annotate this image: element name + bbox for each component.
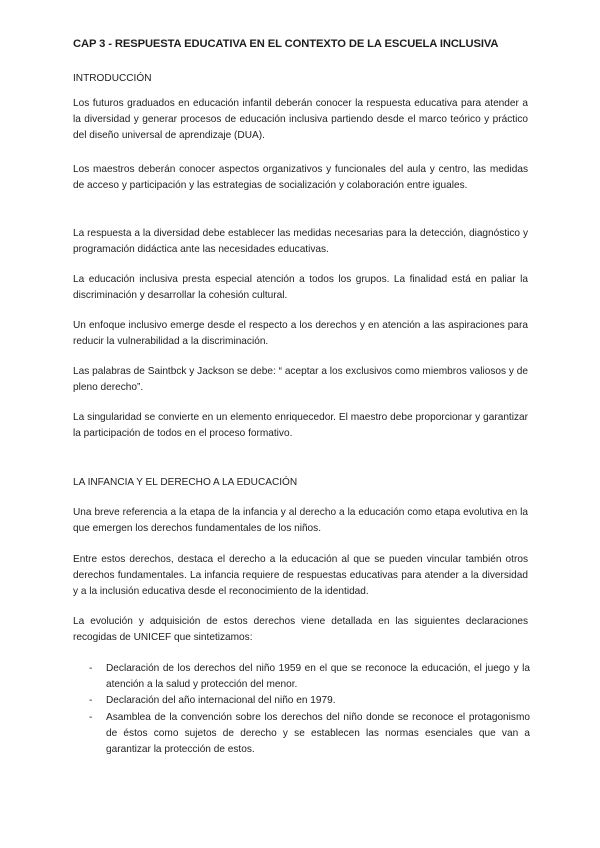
paragraph: Las palabras de Saintbck y Jackson se debe: “ aceptar a los exclusivos como miembros valiosos y de pleno derecho”. [73,366,528,394]
list-item-text: Asamblea de la convención sobre los derechos del niño donde se reconoce el protagonismo de éstos como sujetos de derecho y se establecen las normas esenciales que van a garantizar la protección de estos. [106,711,530,756]
list-item [73,710,530,759]
list-item [73,693,530,709]
list-bullet: - [89,711,93,723]
paragraph: Un enfoque inclusivo emerge desde el respecto a los derechos y en atención a las aspiraciones para reducir la vulnerabilidad a la discriminación. [73,320,528,348]
list-bullet: - [89,663,93,674]
page-title: CAP 3 - RESPUESTA EDUCATIVA EN EL CONTEXTO DE LA ESCUELA INCLUSIVA [73,38,499,50]
paragraph: Entre estos derechos, destaca el derecho a la educación al que se pueden vincular también otros derechos fundamentales. La infancia requiere de respuestas educativas para atender a la diversidad y a la inclusión educativa desde el reconocimiento de la identidad. [73,554,528,598]
paragraph: La evolución y adquisición de estos derechos viene detallada en las siguientes declaraciones recogidas de UNICEF que sintetizamos: [73,616,528,644]
list-item-text: Declaración de los derechos del niño 1959 en el que se reconoce la educación, el juego y la atención a la salud y protección del menor. [106,663,530,691]
paragraph: La singularidad se convierte en un elemento enriquecedor. El maestro debe proporcionar y garantizar la participación de todos en el proceso formativo. [73,412,528,440]
paragraph: Una breve referencia a la etapa de la infancia y al derecho a la educación como etapa evolutiva en la que emergen los derechos fundamentales de los niños. [73,507,528,535]
list-item [73,661,530,693]
paragraph: Los futuros graduados en educación infantil deberán conocer la respuesta educativa para atender a la diversidad y generar procesos de educación inclusiva partiendo desde el marco teórico y práctico del diseño universal de aprendizaje (DUA). [73,98,528,142]
paragraph: Los maestros deberán conocer aspectos organizativos y funcionales del aula y centro, las medidas de acceso y participación y las estrategias de socialización y colaboración entre iguales. [73,164,528,192]
list-bullet: - [89,695,93,707]
paragraph: La educación inclusiva presta especial atención a todos los grupos. La finalidad está en paliar la discriminación y desarrollar la cohesión cultural. [73,274,528,302]
section-heading-introduccion: INTRODUCCIÓN [73,73,152,84]
declarations-list [73,661,530,758]
section-heading-infancia: LA INFANCIA Y EL DERECHO A LA EDUCACIÓN [73,477,298,488]
list-item-text: Declaración del año internacional del niño en 1979. [106,695,336,707]
paragraph: La respuesta a la diversidad debe establecer las medidas necesarias para la detección, diagnóstico y programación didáctica ante las necesidades educativas. [73,228,528,256]
